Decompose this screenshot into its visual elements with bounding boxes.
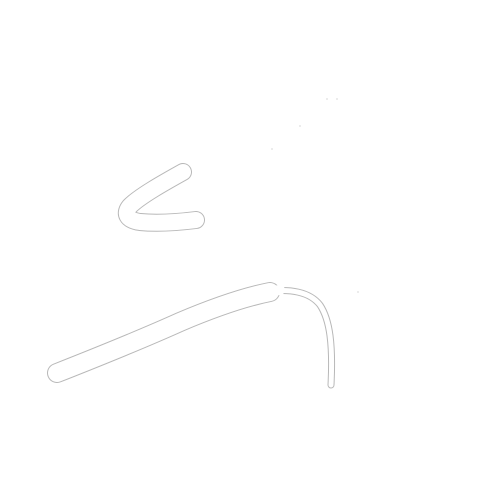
faint-dot-2 (336, 98, 338, 100)
faint-dot-4 (271, 148, 273, 150)
faint-dot-1 (326, 98, 328, 100)
faint-dot-3 (299, 125, 301, 127)
faint-dot-5 (357, 291, 359, 293)
